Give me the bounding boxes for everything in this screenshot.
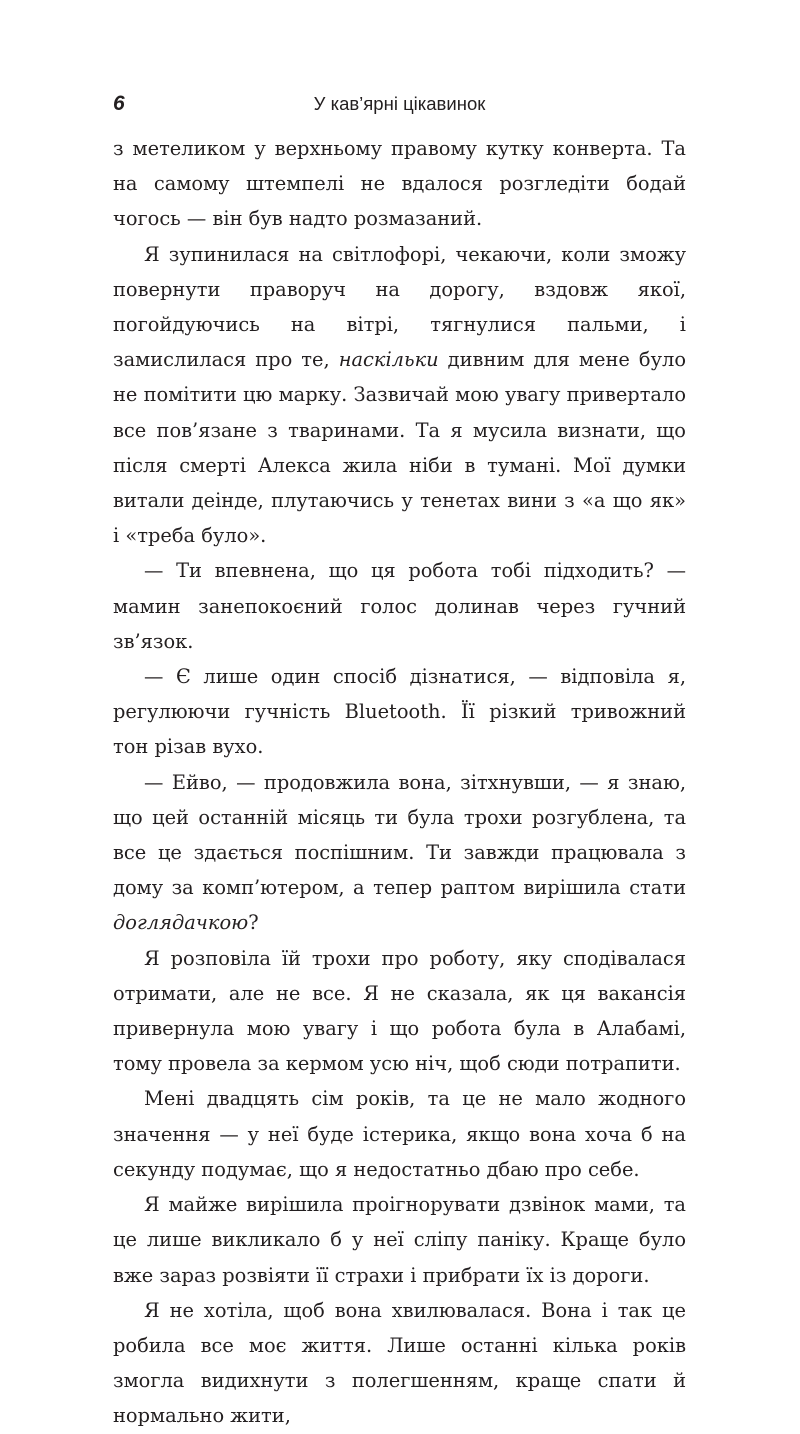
paragraph bbox=[113, 941, 686, 1082]
text-segment: Я не хотіла, щоб вона хвилювалася. Вона і так це робила все моє життя. Лише останні кілька років змогла видихнути з полегшенням, краще спати й нормально жити, bbox=[113, 1298, 686, 1428]
text-segment: — Ейво, — продовжила вона, зітхнувши, — я знаю, що цей останній місяць ти була трохи розгублена, та все це здається поспішним. Ти завжди працювала з дому за комп’ютером, а тепер раптом вирішила стати bbox=[113, 770, 686, 900]
paragraph bbox=[113, 131, 686, 237]
paragraph bbox=[113, 237, 686, 554]
emphasis-text: наскільки bbox=[338, 348, 439, 372]
emphasis-text: доглядачкою bbox=[113, 911, 249, 935]
paragraph bbox=[113, 1187, 686, 1293]
page-number: 6 bbox=[113, 92, 125, 115]
paragraph bbox=[113, 659, 686, 765]
text-segment: ? bbox=[248, 911, 259, 935]
text-segment: Я розповіла їй трохи про роботу, яку сподівалася отримати, але не все. Я не сказала, як ця вакансія привернула мою увагу і що робота була в Алабамі, тому провела за кермом усю ніч, щоб сюди потрапити. bbox=[113, 946, 686, 1076]
paragraph bbox=[113, 765, 686, 941]
paragraph bbox=[113, 1081, 686, 1187]
paragraph bbox=[113, 1293, 686, 1434]
paragraph bbox=[113, 553, 686, 659]
page-header bbox=[113, 91, 686, 117]
body-text bbox=[113, 131, 686, 1434]
text-segment: дивним для мене було не помітити цю марку. Зазвичай мою увагу привертало все пов’язане з тваринами. Та я мусила визнати, що після смерті Алекса жила ніби в тумані. Мої думки витали деінде, плутаючись у тенетах вини з «а що як» і «треба було». bbox=[113, 348, 686, 548]
running-title: У кав’ярні цікавинок bbox=[313, 93, 486, 114]
text-segment: — Є лише один спосіб дізнатися, — відповіла я, регулюючи гучність Bluetooth. Її різкий тривожний тон різав вухо. bbox=[113, 665, 686, 759]
text-segment: Я майже вирішила проігнорувати дзвінок мами, та це лише викликало б у неї сліпу паніку. Краще було вже зараз розвіяти її страхи і прибрати їх із дороги. bbox=[113, 1193, 686, 1287]
text-segment: з метеликом у верхньому правому кутку конверта. Та на самому штемпелі не вдалося розгледіти бодай чогось — він був надто розмазаний. bbox=[113, 137, 686, 231]
text-segment: Я зупинилася на світлофорі, чекаючи, коли зможу повернути праворуч на дорогу, вздовж якої, погойдуючись на вітрі, тягнулися пальми, і замислилася про те, bbox=[113, 242, 686, 372]
text-segment: Мені двадцять сім років, та це не мало жодного значення — у неї буде істерика, якщо вона хоча б на секунду подумає, що я недостатньо дбаю про себе. bbox=[113, 1087, 686, 1181]
text-segment: — Ти впевнена, що ця робота тобі підходить? — мамин занепокоєний голос долинав через гучний зв’язок. bbox=[113, 559, 686, 653]
